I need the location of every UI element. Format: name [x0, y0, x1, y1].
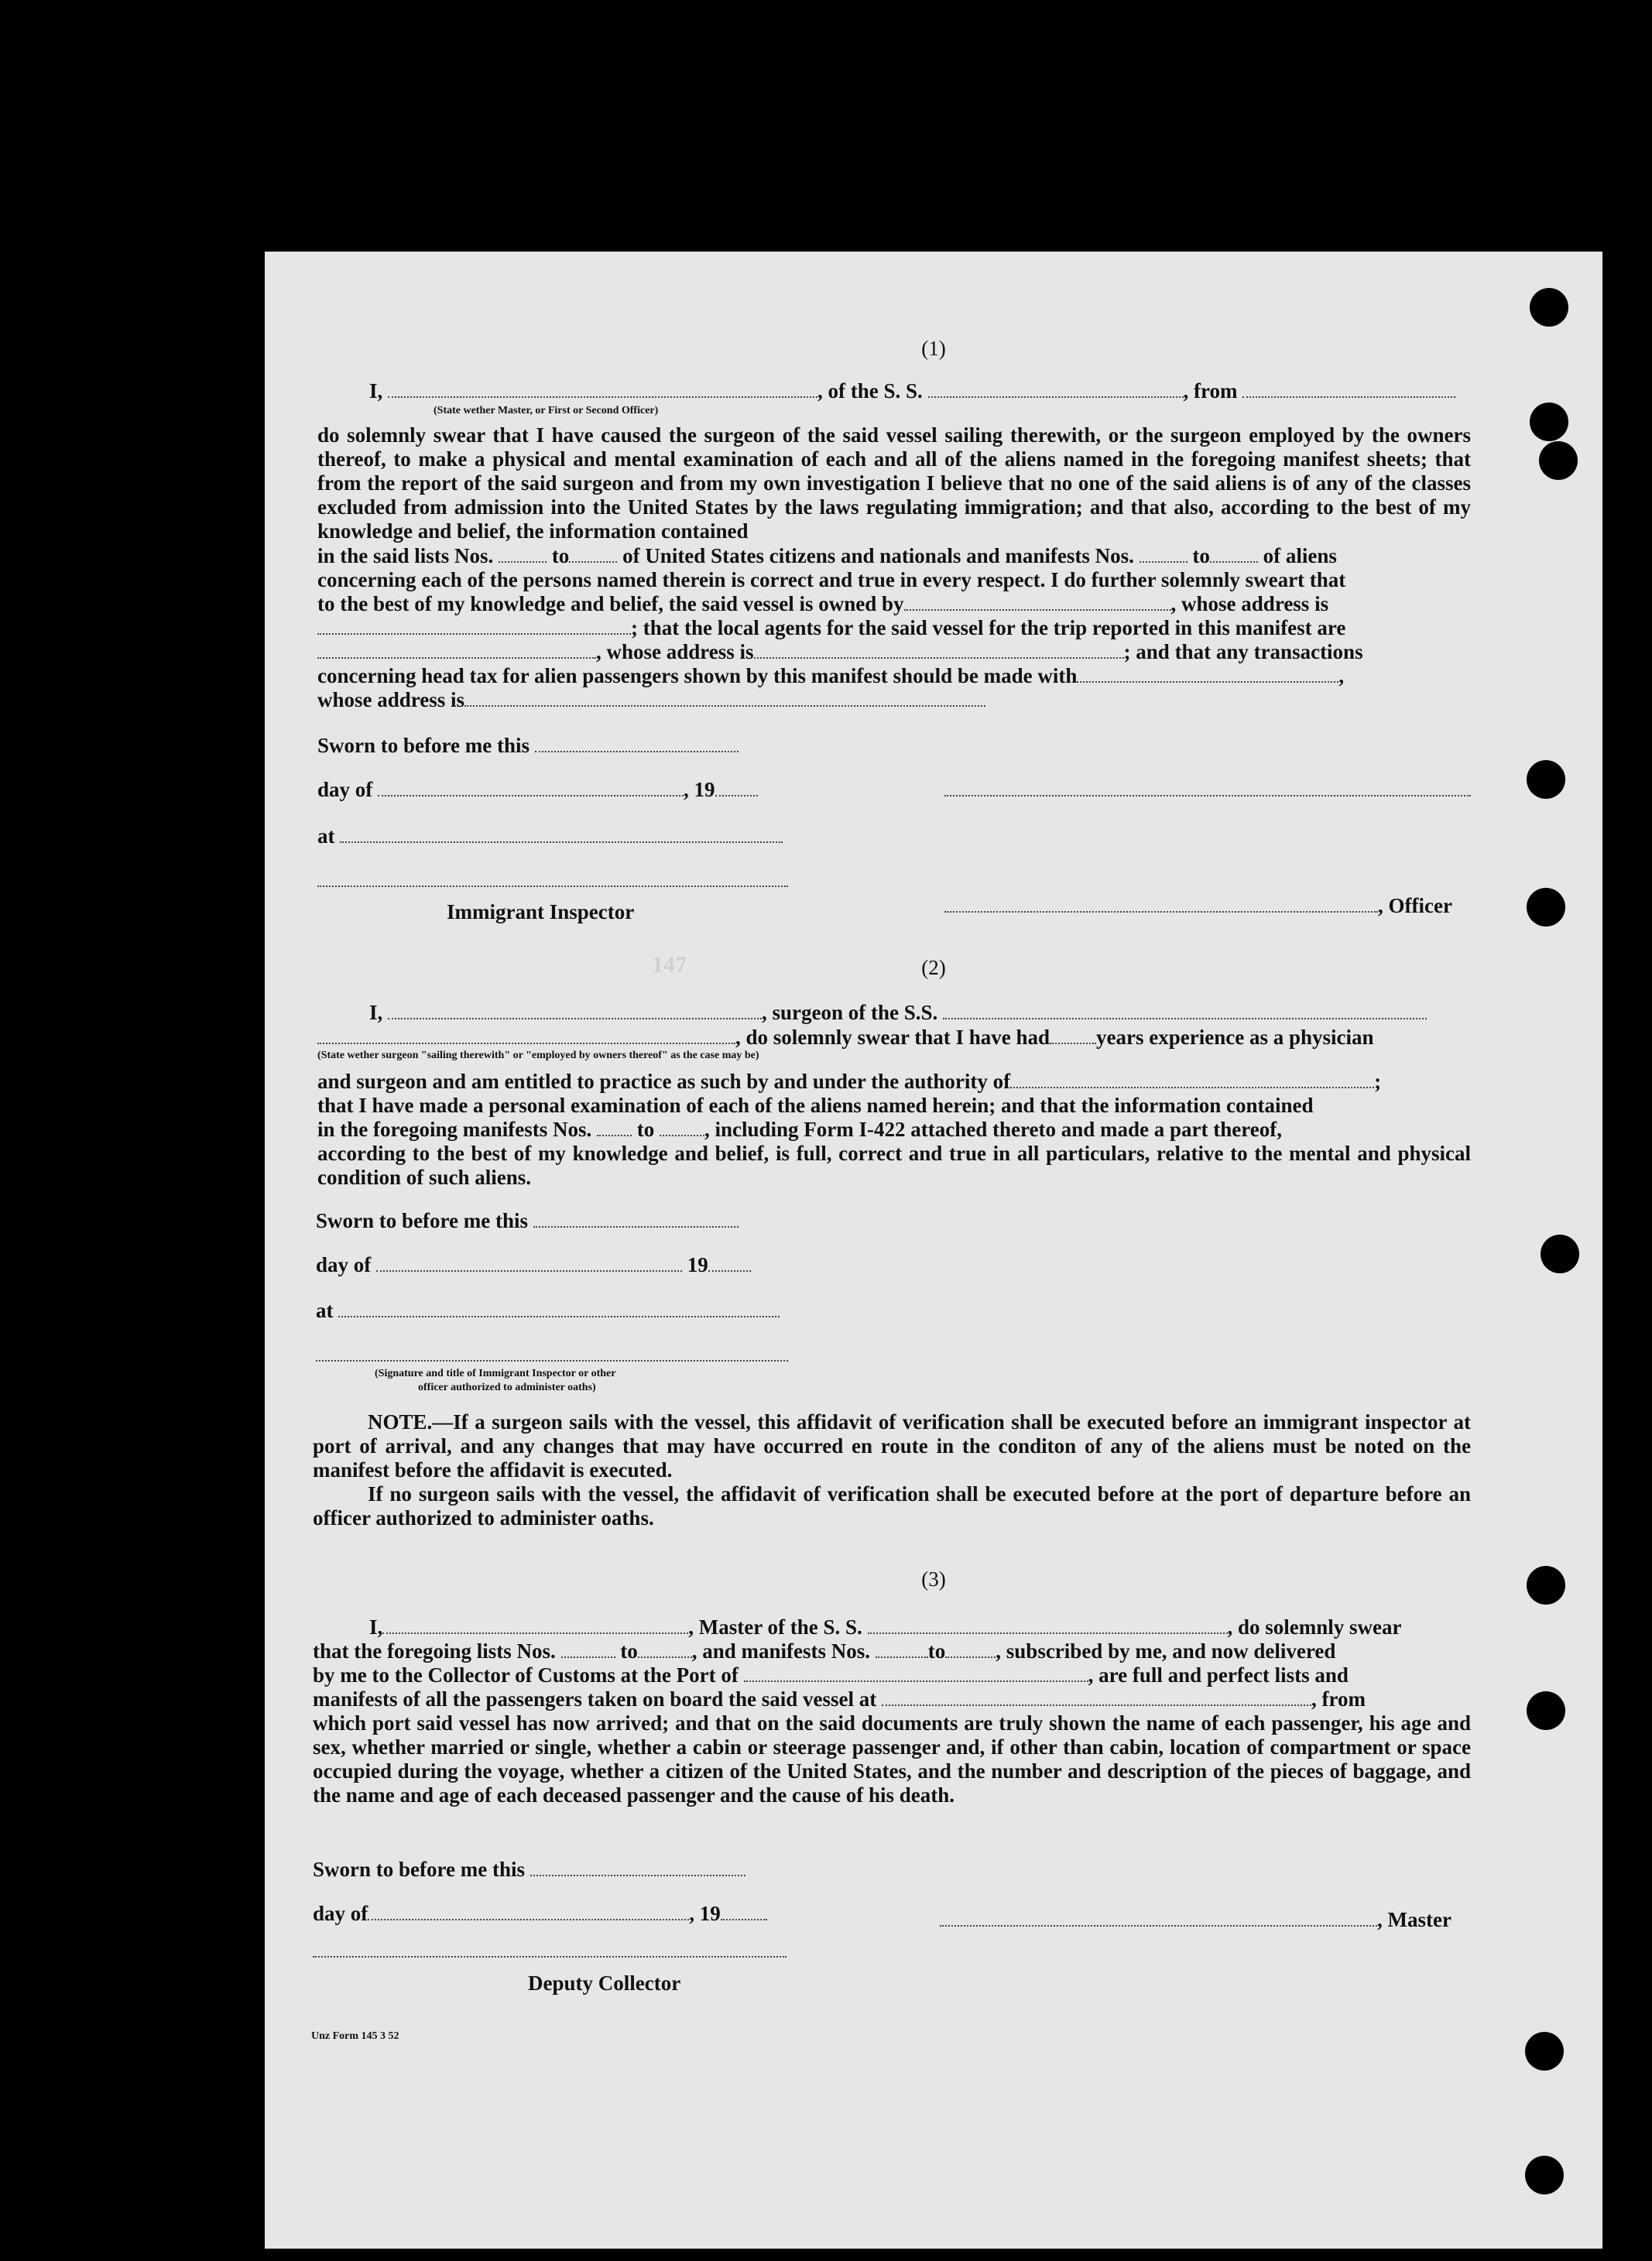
port-field[interactable] — [744, 1665, 1088, 1682]
punch-hole — [1530, 403, 1568, 441]
manifest-from-field[interactable] — [597, 1119, 632, 1136]
sec3-vessel-field[interactable] — [868, 1617, 1228, 1634]
board-label: manifests of all the passengers taken on board the said vessel at — [313, 1687, 877, 1711]
sworn-field[interactable] — [535, 735, 739, 752]
year-label: , 19 — [689, 1902, 721, 1925]
sec2-sworn — [316, 1209, 739, 1233]
deputy-signature-line[interactable] — [313, 1954, 787, 1958]
sig-note-2: officer authorized to administer oaths) — [418, 1382, 596, 1393]
list-to-field[interactable] — [569, 546, 617, 563]
surgeon-vessel-field[interactable] — [943, 1002, 1427, 1019]
manifest-from-field[interactable] — [1140, 546, 1188, 563]
sec1-address — [317, 688, 985, 712]
i-label: I, — [369, 1615, 383, 1639]
officer-label: , Officer — [1378, 894, 1452, 917]
from-field[interactable] — [1242, 381, 1455, 398]
subscribed-label: , subscribed by me, and now delivered — [996, 1639, 1336, 1663]
sec3-sworn — [313, 1858, 745, 1882]
master-field[interactable] — [388, 381, 817, 398]
lists-label: in the said lists Nos. — [317, 544, 494, 567]
surgeon-name-field[interactable] — [388, 1002, 762, 1019]
punch-hole — [1525, 2032, 1564, 2071]
sworn-field[interactable] — [533, 1211, 739, 1228]
at-label: at — [317, 824, 335, 848]
stamp-number: 147 — [652, 952, 687, 978]
at-label: at — [316, 1299, 334, 1322]
transactions-label: ; and that any transactions — [1123, 640, 1363, 663]
master-note: (State wether Master, or First or Second Officer) — [434, 405, 659, 416]
deputy-collector-label: Deputy Collector — [528, 1972, 681, 1995]
manifests-label: of United States citizens and nationals and manifests Nos. — [622, 544, 1134, 567]
sec1-line1-b: , of the S. S. — [817, 379, 923, 403]
agents-label: ; that the local agents for the said vessel for the trip reported in this manifest are — [631, 616, 1346, 639]
whose-label: , whose address is — [596, 640, 754, 663]
sec1-lists — [317, 544, 1337, 568]
year-field[interactable] — [721, 1903, 767, 1920]
section-1-heading: (1) — [921, 337, 946, 360]
year-field[interactable] — [708, 1255, 751, 1272]
officer-field[interactable] — [944, 896, 1378, 913]
port-label: by me to the Collector of Customs at the Port of — [313, 1663, 739, 1687]
sec1-line1-a: I, — [369, 379, 383, 403]
list-from-field[interactable] — [499, 546, 547, 563]
day-field[interactable] — [376, 1255, 682, 1272]
note-2: If no surgeon sails with the vessel, the affidavit of verification shall be executed before at the port of departure before an officer authorized to administer oaths. — [313, 1482, 1471, 1530]
note-1: NOTE.—If a surgeon sails with the vessel, this affidavit of verification shall be executed before an immigrant inspector at port of arrival, and any changes that may have occurred en route in the conditon of any of the aliens must be noted on the manifest before the affidavit is executed. — [313, 1410, 1471, 1482]
manifests-label: in the foregoing manifests Nos. — [317, 1118, 592, 1141]
punch-hole — [1530, 288, 1568, 327]
swear-label: , do solemnly swear — [1227, 1615, 1402, 1639]
dayof-label: day of — [316, 1253, 372, 1276]
sec2-dayof — [316, 1253, 751, 1277]
day-field[interactable] — [378, 779, 684, 796]
section-2-heading: (2) — [921, 956, 946, 979]
owned-label: to the best of my knowledge and belief, the said vessel is owned by — [317, 592, 904, 615]
sec1-sworn — [317, 734, 739, 758]
sec1-line1-c: , from — [1183, 379, 1238, 403]
sec3-lists — [313, 1639, 1335, 1663]
master-signature-field[interactable] — [940, 1910, 1377, 1927]
sec2-authority — [317, 1070, 1381, 1094]
master-label: , Master of the S. S. — [688, 1615, 862, 1639]
surgeon-label: , surgeon of the S.S. — [762, 1001, 938, 1024]
owner-field[interactable] — [904, 594, 1171, 611]
manifest-to-field[interactable] — [1210, 546, 1258, 563]
sworn-label: Sworn to before me this — [316, 1209, 528, 1232]
embark-port-field[interactable] — [882, 1689, 1311, 1706]
address-label: , whose address is — [1170, 592, 1329, 615]
sec1-headtax — [317, 664, 1344, 688]
sec1-agents — [317, 616, 1345, 640]
owner-address-field[interactable] — [317, 618, 631, 635]
aliens-label: of aliens — [1263, 544, 1337, 567]
sec2-rest: according to the best of my knowledge and belief, is full, correct and true in all particulars, relative to the mental and physical condition of such aliens. — [317, 1142, 1471, 1189]
year-label: , 19 — [684, 778, 715, 801]
sec3-line1 — [369, 1615, 1402, 1639]
to-label: to — [551, 544, 570, 567]
headtax-field[interactable] — [1077, 666, 1338, 683]
comma: , — [1338, 664, 1345, 687]
sec3-rest: which port said vessel has now arrived; and that on the said documents are truly shown the name of each passenger, his age and sex, whether married or single, whether a cabin or steerage passenger and, if other than cabin, location of compartment or space occupied during the voyage, whether a citizen of the United States, and the number and description of the pieces of baggage, and the name and age of each deceased passenger and the cause of his death. — [313, 1711, 1471, 1807]
punch-hole — [1539, 441, 1578, 480]
to-label: to — [620, 1639, 638, 1663]
sec1-line1 — [369, 379, 1455, 403]
sec2-line1 — [369, 1001, 1427, 1025]
sworn-label: Sworn to before me this — [317, 734, 530, 757]
sworn-label: Sworn to before me this — [313, 1858, 525, 1881]
i-label: I, — [369, 1001, 383, 1024]
surgeon-note: (State wether surgeon "sailing therewith" or "employed by owners thereof" as the case may be) — [317, 1050, 759, 1061]
agents-field[interactable] — [317, 642, 596, 659]
sec3-dayof — [313, 1902, 767, 1926]
to-label: to — [1192, 544, 1210, 567]
from-label: , from — [1311, 1687, 1366, 1711]
list-from-field[interactable] — [561, 1641, 615, 1658]
agents-address-field[interactable] — [754, 642, 1124, 659]
manifest-to-field[interactable] — [660, 1119, 704, 1136]
master-sign-label: , Master — [1377, 1908, 1451, 1931]
to-label: to — [636, 1118, 655, 1141]
form-sheet — [265, 252, 1602, 2249]
manifest-to-field[interactable] — [945, 1641, 996, 1658]
headtax-label: concerning head tax for alien passengers shown by this manifest should be made with — [317, 664, 1078, 687]
authority-field[interactable] — [1010, 1071, 1374, 1088]
sec1-at — [317, 824, 783, 848]
sec2-at — [316, 1299, 780, 1323]
inspector-signature-line[interactable] — [317, 884, 788, 887]
form-i422-label: , including Form I-422 attached thereto and made a part thereof, — [704, 1118, 1282, 1141]
day-field[interactable] — [368, 1903, 689, 1920]
sec3-master — [940, 1908, 1451, 1932]
sworn-field[interactable] — [530, 1859, 745, 1876]
surgeon-status-field[interactable] — [317, 1027, 735, 1044]
sig-note-1: (Signature and title of Immigrant Inspector or other — [375, 1368, 616, 1379]
punch-hole — [1527, 1691, 1565, 1730]
sec1-dayof — [317, 778, 758, 802]
sec1-whose — [317, 640, 1363, 664]
sec1-concerning: concerning each of the persons named therein is correct and true in every respect. I do further solemnly sweart that — [317, 568, 1346, 591]
address-label: whose address is — [317, 688, 465, 711]
years-field[interactable] — [1050, 1027, 1096, 1044]
inspector-signature-line[interactable] — [316, 1358, 788, 1362]
year-label: 19 — [687, 1253, 708, 1276]
perfect-lists-label: , are full and perfect lists and — [1088, 1663, 1349, 1687]
sec2-line2 — [317, 1026, 1374, 1050]
sec3-board — [313, 1687, 1366, 1711]
inspector-label: Immigrant Inspector — [447, 900, 635, 923]
form-number: Unz Form 145 3 52 — [311, 2030, 399, 2042]
to-label: to — [927, 1639, 946, 1663]
section-3-heading: (3) — [921, 1567, 946, 1591]
authority-label: and surgeon and am entitled to practice as such by and under the authority of — [317, 1070, 1011, 1093]
punch-hole — [1541, 1235, 1579, 1273]
lists-label: that the foregoing lists Nos. — [313, 1639, 556, 1663]
sec1-body: do solemnly swear that I have caused the surgeon of the said vessel sailing therewith, or the surgeon employed by the owners thereof, to make a physical and mental examination of each and all of the aliens named in the foregoing manifest sheets; that from the report of the said surgeon and from my own investigation I believe that no one of the said aliens is of any of the classes excluded from admission into the United States by the laws regulating immigration; and that also, according to the best of my knowledge and belief, the information contained — [317, 423, 1471, 543]
manifests-label: , and manifests Nos. — [691, 1639, 871, 1663]
year-field[interactable] — [715, 779, 758, 796]
sec1-owned — [317, 592, 1328, 616]
punch-hole — [1527, 760, 1565, 799]
officer-signature-line[interactable] — [944, 793, 1471, 796]
vessel-field[interactable] — [928, 381, 1184, 398]
semicolon: ; — [1374, 1070, 1382, 1093]
master-name-field[interactable] — [382, 1617, 688, 1634]
sec2-examined: that I have made a personal examination of each of the aliens named herein; and that the information contained — [317, 1094, 1314, 1117]
swear-label: , do solemnly swear that I have had — [735, 1026, 1050, 1049]
headtax-address-field[interactable] — [464, 690, 985, 707]
punch-hole — [1525, 2156, 1564, 2194]
dayof-label: day of — [317, 778, 373, 801]
sec2-manifests — [317, 1118, 1282, 1142]
list-to-field[interactable] — [638, 1641, 692, 1658]
sec1-officer — [944, 894, 1452, 918]
experience-label: years experience as a physician — [1096, 1026, 1374, 1049]
at-field[interactable] — [340, 826, 783, 843]
dayof-label: day of — [313, 1902, 368, 1925]
at-field[interactable] — [338, 1300, 780, 1317]
sec3-port — [313, 1663, 1349, 1687]
punch-hole — [1527, 888, 1565, 927]
manifest-from-field[interactable] — [876, 1641, 928, 1658]
